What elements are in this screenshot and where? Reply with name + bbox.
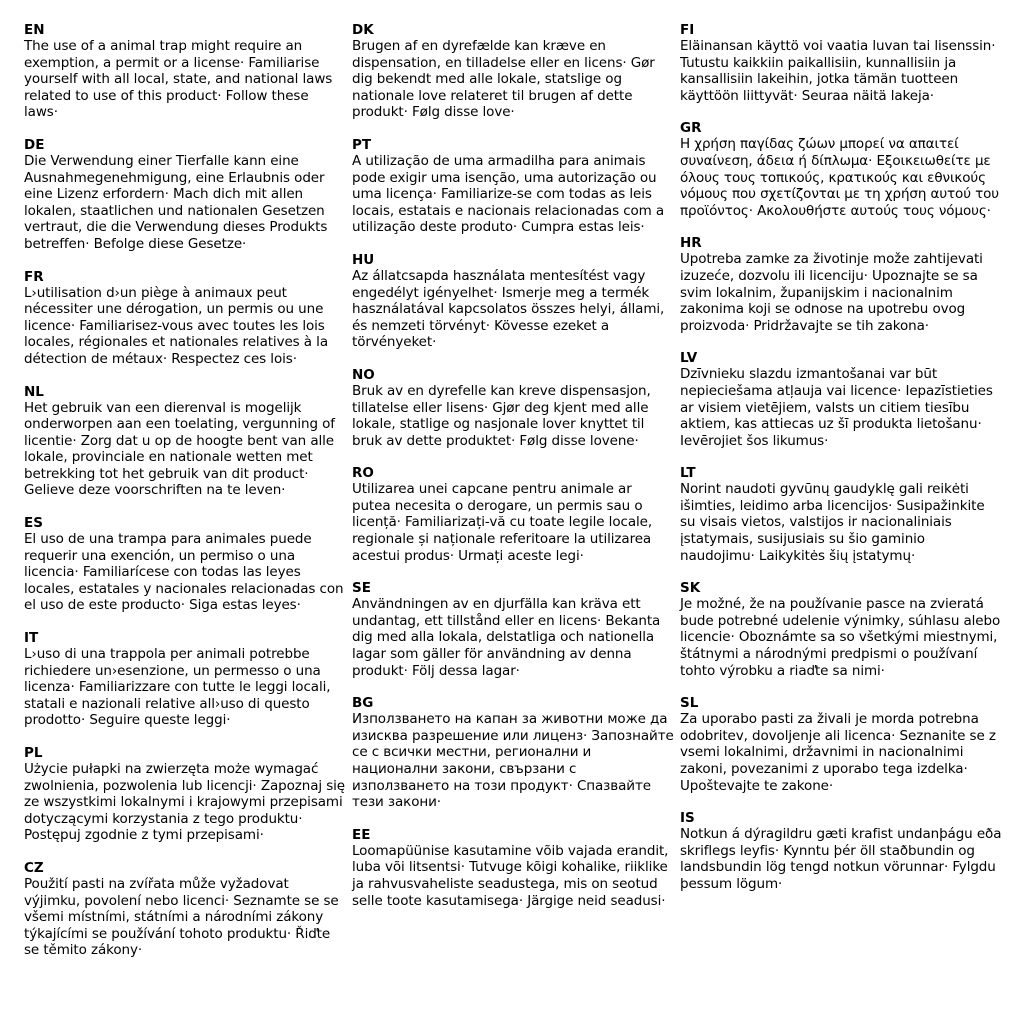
language-block-no <box>352 367 674 449</box>
language-code: BG <box>352 695 374 712</box>
column-right <box>680 22 1002 909</box>
language-code: IT <box>24 630 39 647</box>
language-text: Het gebruik van een dierenval is mogelijk onderworpen aan een toelating, vergunning of licentie· Zorg dat u op de hoogte bent van alle lokale, provinciale en nationale wetten met betrekking tot het gebruik van dit product· Gelieve deze voorschriften na te leven· <box>24 399 335 499</box>
language-code: NL <box>24 383 44 400</box>
language-text: Użycie pułapki na zwierzęta może wymagać zwolnienia, pozwolenia lub licencji· Zapoznaj się ze wszystkimi lokalnymi i krajowymi przepisami dotyczącymi korzystania z tego produktu· Postępuj zgodnie z tymi przepisami· <box>24 761 346 844</box>
language-text: Användningen av en djurfälla kan kräva ett undantag, ett tillstånd eller en licens· Bekanta dig med alla lokala, delstatliga och nationella lagar som gäller för användning av denna produkt· Följ dessa lagar· <box>352 596 661 679</box>
language-text: Dzīvnieku slazdu izmantošanai var būt nepieciešama atļauja vai licence· Iepazīstieties ar visiem vietējiem, valsts un citiem tiesību aktiem, kas attiecas uz šī produkta lietošanu· Ievērojiet šos likumus· <box>680 366 993 449</box>
language-block-ro <box>352 465 674 564</box>
language-block-fi <box>680 22 1002 104</box>
language-block-hr <box>680 235 1002 334</box>
language-text: Brugen af en dyrefælde kan kræve en dispensation, en tilladelse eller en licens· Gør dig bekendt med alle lokale, statslige og nationale love relateret til brugen af dette produkt· Følg disse love· <box>352 38 655 121</box>
language-text: Bruk av en dyrefelle kan kreve dispensasjon, tillatelse eller lisens· Gjør deg kjent med alle lokale, statlige og nasjonale lover knyttet til bruk av dette produktet· Følg disse lovene· <box>352 382 651 449</box>
language-code: EN <box>24 22 45 38</box>
language-text: Za uporabo pasti za živali je morda potrebna odobritev, dovoljenje ali licenca· Seznanite se z vsemi lokalnimi, državnimi in nacionalnimi zakoni, povezanimi z uporabo tega izdelka· Upoštevajte te zakone· <box>680 711 996 794</box>
language-block-bg <box>352 695 674 811</box>
language-block-gr <box>680 120 1002 219</box>
language-code: NO <box>352 366 375 383</box>
language-text: L›utilisation d›un piège à animaux peut nécessiter une dérogation, un permis ou une licence· Familiarisez-vous avec toutes les lois locales, régionales et nationales relatives à la détection de métaux· Respectez ces lois· <box>24 284 328 367</box>
language-block-cz <box>24 860 346 959</box>
language-text: Norint naudoti gyvūnų gaudyklę gali reikėti išimties, leidimo arba licencijos· Susipažinkite su visais vietos, valstijos ir nacionaliniais įstatymais, susijusiais su šio gaminio naudojimu· Laikykitės šių įstatymų· <box>680 481 985 564</box>
language-block-lv <box>680 350 1002 449</box>
language-block-pt <box>352 137 674 236</box>
language-text: El uso de una trampa para animales puede requerir una exención, un permiso o una licencia· Familiarícese con todas las leyes locales, estatales y nacionales relacionadas con el uso de este producto· Siga estas leyes· <box>24 531 344 614</box>
language-block-dk <box>352 22 674 121</box>
language-block-nl <box>24 384 346 500</box>
language-block-se <box>352 580 674 679</box>
language-code: LV <box>680 350 698 367</box>
language-code: GR <box>680 120 702 137</box>
language-text: Eläinansan käyttö voi vaatia luvan tai lisenssin· Tutustu kaikkiin paikallisiin, kunnallisiin ja kansallisiin lakeihin, jotka tämän tuotteen käyttöön liittyvät· Seuraa näitä lakeja· <box>680 38 996 104</box>
language-code: DK <box>352 22 374 38</box>
language-text: Използването на капан за животни може да изисква разрешение или лиценз· Запознайте се с всички местни, регионални и национални закони, свързани с използването на този продукт· Спазвайте тези закони· <box>352 711 674 811</box>
language-code: EE <box>352 826 371 843</box>
language-code: SL <box>680 695 699 712</box>
language-code: FI <box>680 22 695 38</box>
language-code: ES <box>24 515 43 532</box>
language-text: Je možné, že na používanie pasce na zvieratá bude potrebné udelenie výnimky, súhlasu alebo licencie· Oboznámte sa so všetkými miestnymi, štátnymi a národnými predpismi o používaní tohto výrobku a riaďte sa nimi· <box>680 596 1001 679</box>
language-text: Upotreba zamke za životinje može zahtijevati izuzeće, dozvolu ili licenciju· Upoznajte se sa svim lokalnim, županijskim i nacionalnim zakonima koji se odnose na upotrebu ovog proizvoda· Pridržavajte se tih zakona· <box>680 251 983 334</box>
language-block-it <box>24 630 346 729</box>
language-text: Loomapüünise kasutamine võib vajada erandit, luba või litsentsi· Tutvuge kõigi kohalike, riiklike ja rahvusvaheliste seadustega, mis on seotud selle toote kasutamisega· Järgige neid seadusi· <box>352 842 669 909</box>
language-text: Použití pasti na zvířata může vyžadovat výjimku, povolení nebo licenci· Seznamte se se všemi místními, státními a národními zákony týkajícími se používání tohoto produktu· Řiďte se těmito zákony· <box>24 875 339 959</box>
language-code: PL <box>24 745 43 761</box>
language-code: FR <box>24 268 44 285</box>
language-block-de <box>24 137 346 253</box>
language-code: RO <box>352 465 374 482</box>
language-text: Az állatcsapda használata mentesítést vagy engedélyt igényelhet· Ismerje meg a termék használatával kapcsolatos összes helyi, állami, és nemzeti törvényt· Kövesse ezeket a törvényeket· <box>352 267 665 351</box>
language-text: The use of a animal trap might require an exemption, a permit or a license· Familiarise yourself with all local, state, and national laws related to use of this product· Follow these laws· <box>24 38 333 121</box>
language-text: Utilizarea unei capcane pentru animale ar putea necesita o derogare, un permis sau o licență· Familiarizați-vă cu toate legile locale, regionale și naționale referitoare la utilizarea acestui produs· Urmați aceste legi· <box>352 481 653 564</box>
language-block-en <box>24 22 346 121</box>
language-block-pl <box>24 745 346 844</box>
language-code: HU <box>352 251 375 268</box>
language-code: SE <box>352 580 371 597</box>
language-code: SK <box>680 580 701 597</box>
language-text: Notkun á dýragildru gæti krafist undanþágu eða skriflegs leyfis· Kynntu þér öll staðbundin og landsbundin lög tengd notkun vörunnar· Fylgdu þessum lögum· <box>680 826 1002 892</box>
column-middle <box>352 22 674 925</box>
language-block-hu <box>352 252 674 351</box>
language-block-ee <box>352 827 674 909</box>
column-left <box>24 22 346 975</box>
language-block-lt <box>680 465 1002 564</box>
language-text: A utilização de uma armadilha para animais pode exigir uma isenção, uma autorização ou uma licença· Familiarize-se com todas as leis locais, estatais e nacionais relacionadas com a utilização deste produto· Cumpra estas leis· <box>352 152 665 236</box>
language-code: CZ <box>24 859 44 876</box>
language-block-is <box>680 810 1002 892</box>
language-block-sk <box>680 580 1002 679</box>
language-code: LT <box>680 465 696 482</box>
language-code: HR <box>680 235 702 252</box>
language-code: PT <box>352 136 372 153</box>
language-text: Die Verwendung einer Tierfalle kann eine Ausnahmegenehmigung, eine Erlaubnis oder eine Lizenz erfordern· Mach dich mit allen lokalen, staatlichen und nationalen Gesetzen vertraut, die die Verwendung dieses Produkts betreffen· Befolge diese Gesetze· <box>24 152 328 252</box>
language-block-es <box>24 515 346 614</box>
language-block-fr <box>24 269 346 368</box>
language-block-sl <box>680 695 1002 794</box>
language-text: Η χρήση παγίδας ζώων μπορεί να απαιτεί συναίνεση, άδεια ή δίπλωμα· Εξοικειωθείτε με όλους τους τοπικούς, κρατικούς και εθνικούς νόμους που σχετίζονται με τη χρήση αυτού του προϊόντος· Ακολουθήστε αυτούς τους νόμους· <box>680 136 1000 219</box>
language-code: IS <box>680 810 695 827</box>
language-code: DE <box>24 136 45 153</box>
language-text: L›uso di una trappola per animali potrebbe richiedere un›esenzione, un permesso o una licenza· Familiarizzare con tutte le leggi locali, statali e nazionali relative all›uso di questo prodotto· Seguire queste leggi· <box>24 646 331 729</box>
